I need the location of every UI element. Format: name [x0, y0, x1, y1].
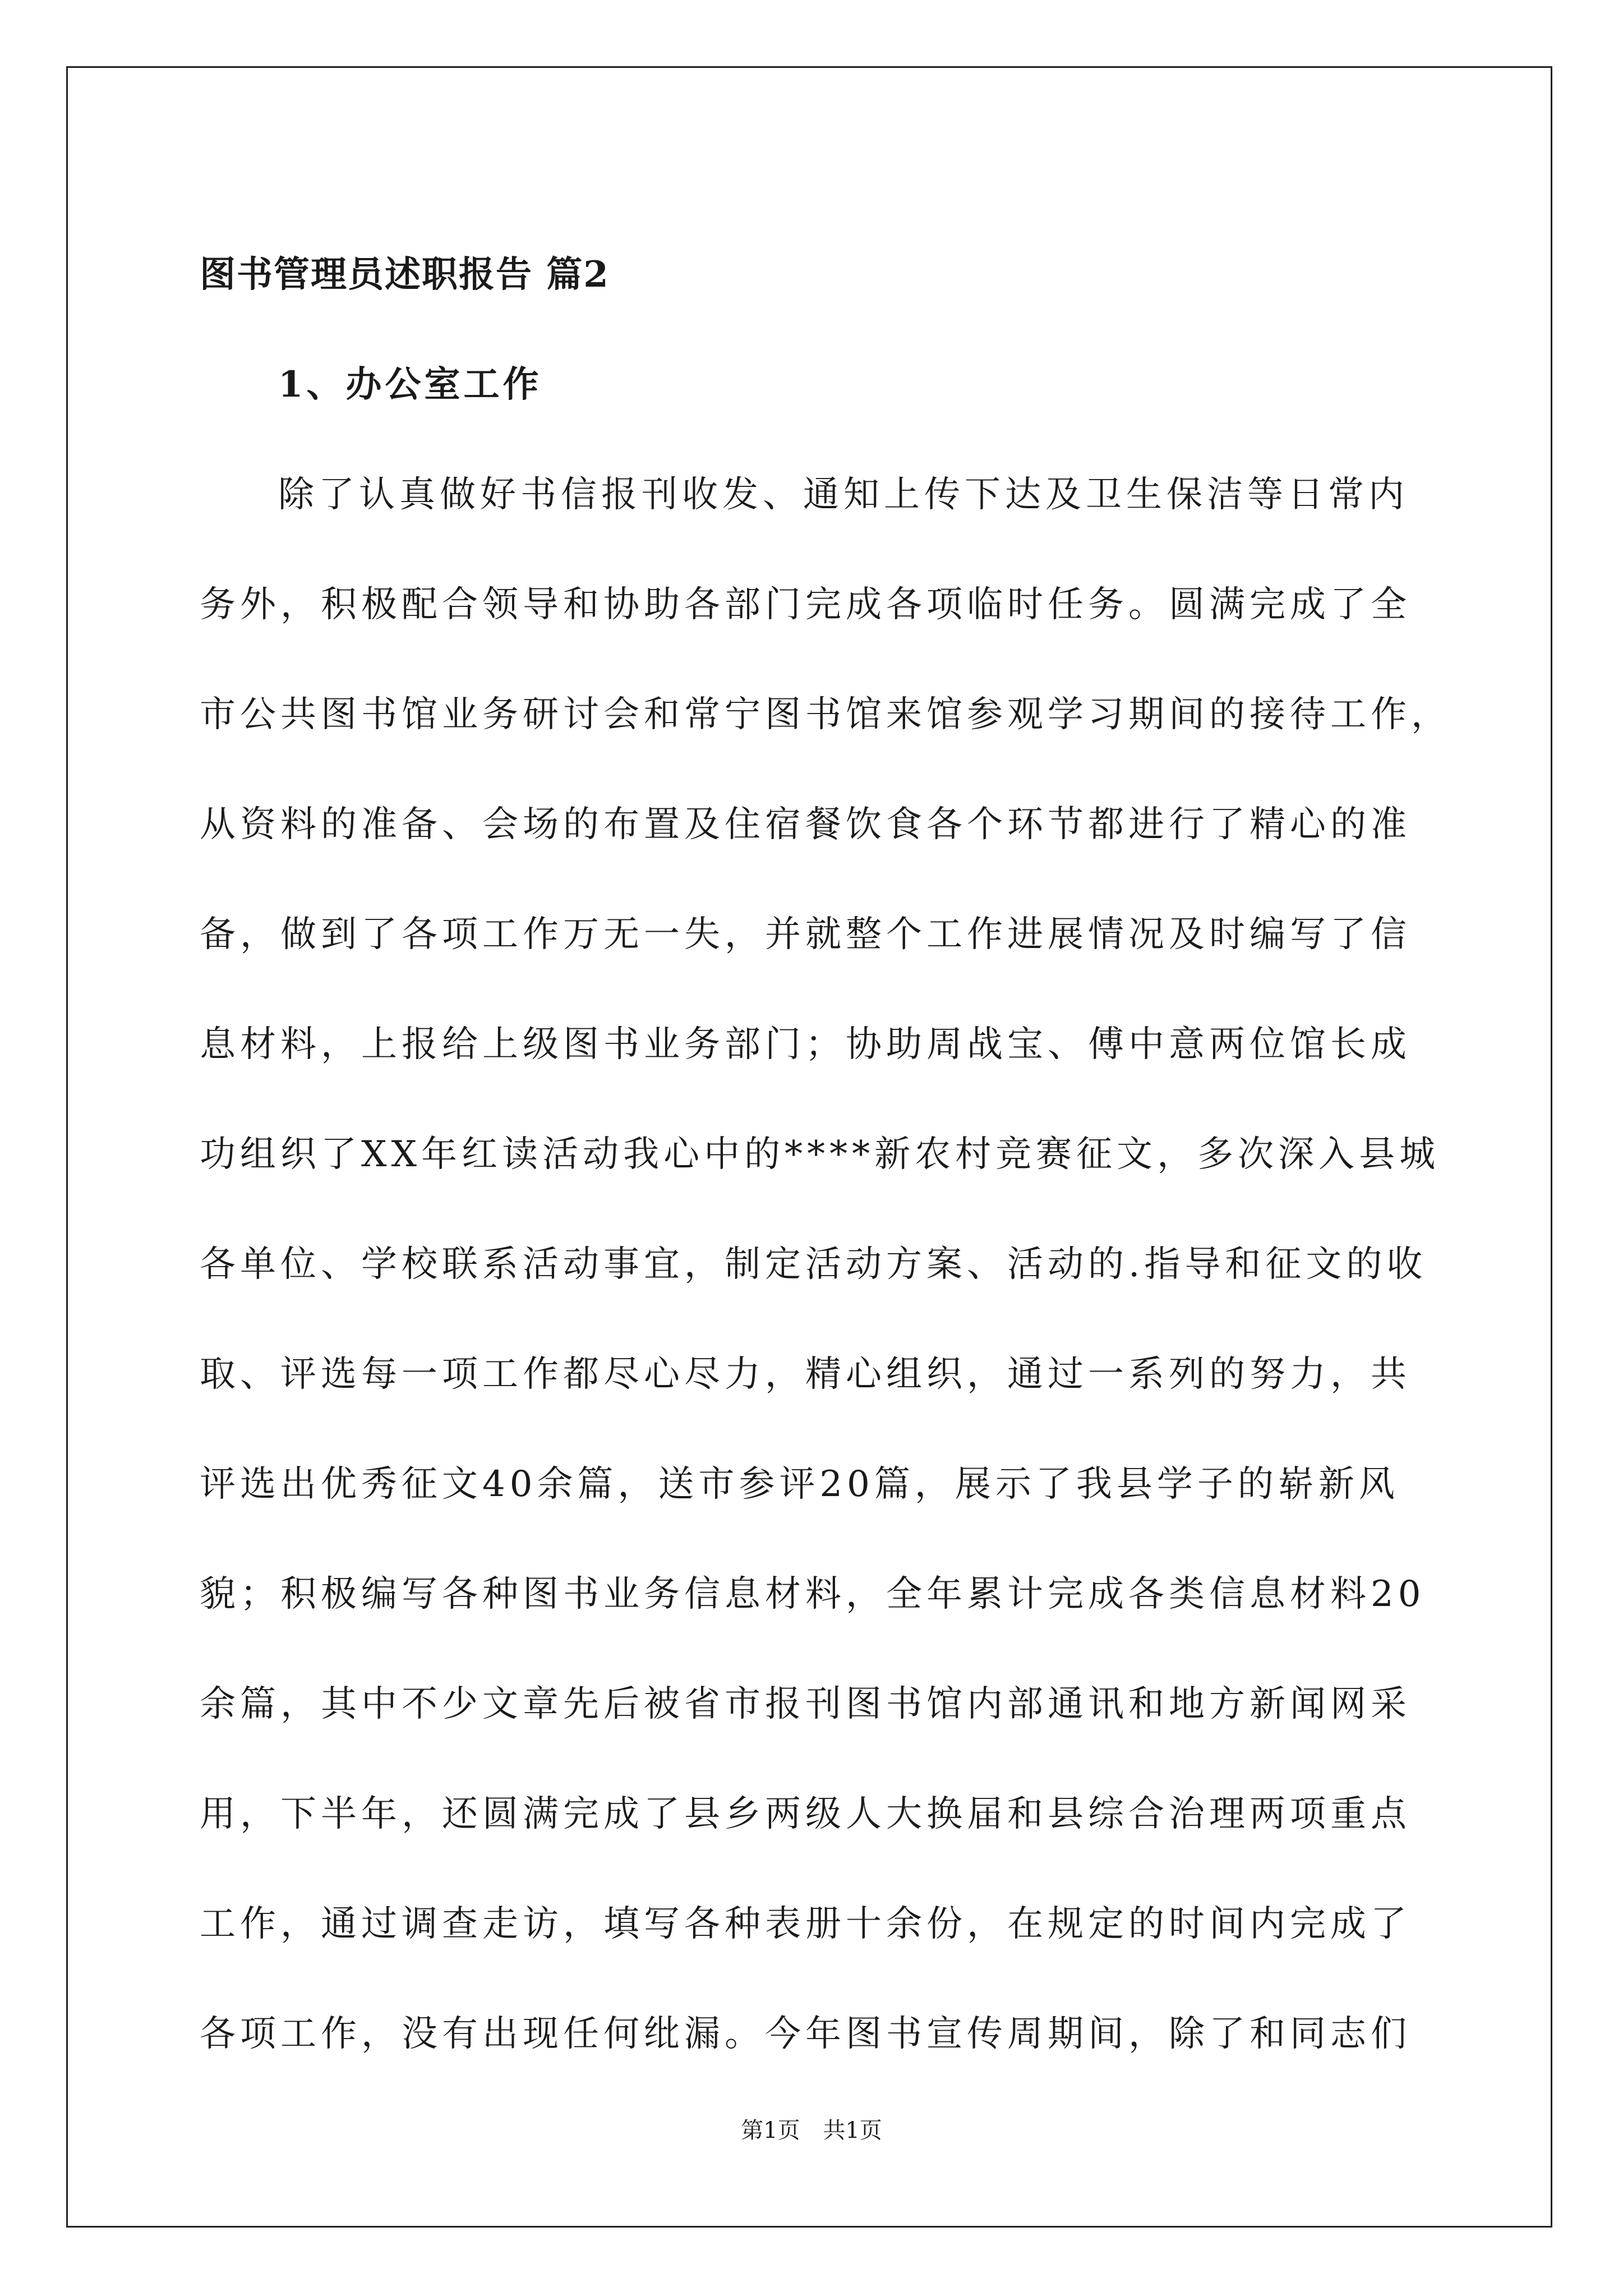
paragraph-line: 各单位、学校联系活动事宜，制定活动方案、活动的.指导和征文的收	[200, 1244, 1427, 1285]
paragraph-line: 貌；积极编写各种图书业务信息材料，全年累计完成各类信息材料20	[200, 1573, 1426, 1615]
paragraph-line: 取、评选每一项工作都尽心尽力，精心组织，通过一系列的努力，共	[200, 1354, 1411, 1395]
paragraph-line: 息材料，上报给上级图书业务部门；协助周战宝、傅中意两位馆长成	[200, 1024, 1411, 1065]
document-title: 图书管理员述职报告 篇2	[200, 254, 610, 296]
paragraph-line: 除了认真做好书信报刊收发、通知上传下达及卫生保洁等日常内	[278, 474, 1409, 516]
page-total: 共1页	[823, 2118, 882, 2143]
paragraph-line: 务外，积极配合领导和协助各部门完成各项临时任务。圆满完成了全	[200, 584, 1411, 625]
paragraph-line: 工作，通过调查走访，填写各种表册十余份，在规定的时间内完成了	[200, 1903, 1411, 1945]
paragraph-line: 余篇，其中不少文章先后被省市报刊图书馆内部通讯和地方新闻网采	[200, 1683, 1411, 1725]
paragraph-line: 用，下半年，还圆满完成了县乡两级人大换届和县综合治理两项重点	[200, 1793, 1411, 1835]
section-heading: 1、办公室工作	[278, 364, 542, 406]
paragraph-line: 从资料的准备、会场的布置及住宿餐饮食各个环节都进行了精心的准	[200, 804, 1411, 845]
body-paragraph	[200, 440, 1451, 2089]
paragraph-line: 评选出优秀征文40余篇，送市参评20篇，展示了我县学子的崭新风	[200, 1464, 1399, 1505]
document-body	[200, 220, 1451, 2089]
page-number: 第1页	[741, 2118, 800, 2143]
paragraph-line: 市公共图书馆业务研讨会和常宁图书馆来馆参观学习期间的接待工作，	[200, 694, 1451, 735]
page-footer	[0, 2114, 1623, 2147]
paragraph-line: 备，做到了各项工作万无一失，并就整个工作进展情况及时编写了信	[200, 914, 1411, 955]
paragraph-line: 功组织了XX年红读活动我心中的****新农村竞赛征文，多次深入县城	[200, 1134, 1440, 1175]
paragraph-line: 各项工作，没有出现任何纰漏。今年图书宣传周期间，除了和同志们	[200, 2013, 1411, 2055]
